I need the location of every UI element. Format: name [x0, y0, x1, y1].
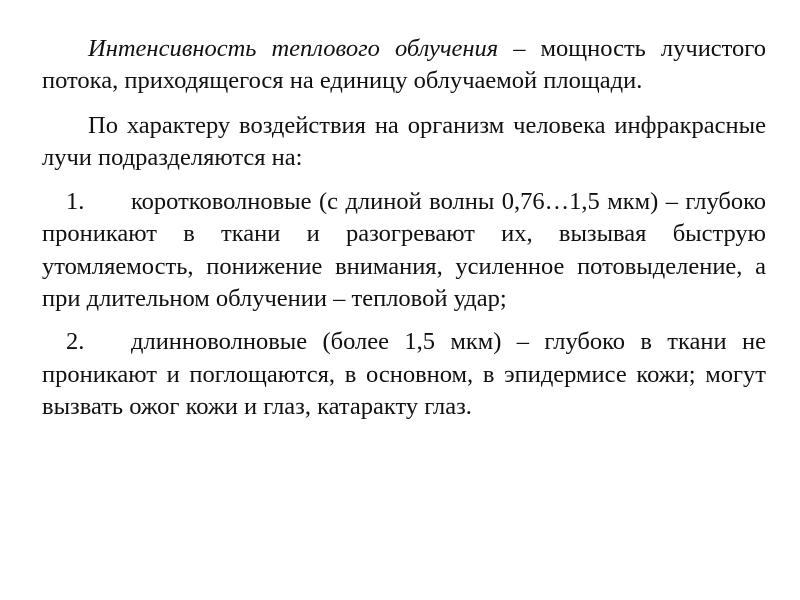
document-body — [42, 33, 766, 423]
list-item-text: длинноволновые (более 1,5 мкм) – глубоко в ткани не проникают и поглощаются, в основном, в эпидермисе кожи; могут вызвать ожог кожи и глаз, катаракту глаз. — [42, 328, 766, 420]
list-item-number: 2. — [66, 328, 85, 356]
list-item-longwave — [42, 326, 766, 423]
list-item-shortwave — [42, 186, 766, 315]
list-item-number: 1. — [66, 188, 85, 216]
definition-paragraph — [42, 33, 766, 98]
definition-term: Интенсивность теплового облучения — [88, 35, 499, 62]
definition-text: – мощность лучистого потока, приходящегося на единицу облучаемой площади. — [42, 35, 767, 95]
list-item-text: коротковолновые (с длиной волны 0,76…1,5 мкм) – глубоко проникают в ткани и разогревают их, вызывая быструю утомляемость, понижение внимания, усиленное потовыделение, а при длительном облучении – тепловой удар; — [42, 188, 766, 313]
intro-paragraph: По характеру воздействия на организм человека инфракрасные лучи подразделяются на: — [42, 111, 766, 171]
